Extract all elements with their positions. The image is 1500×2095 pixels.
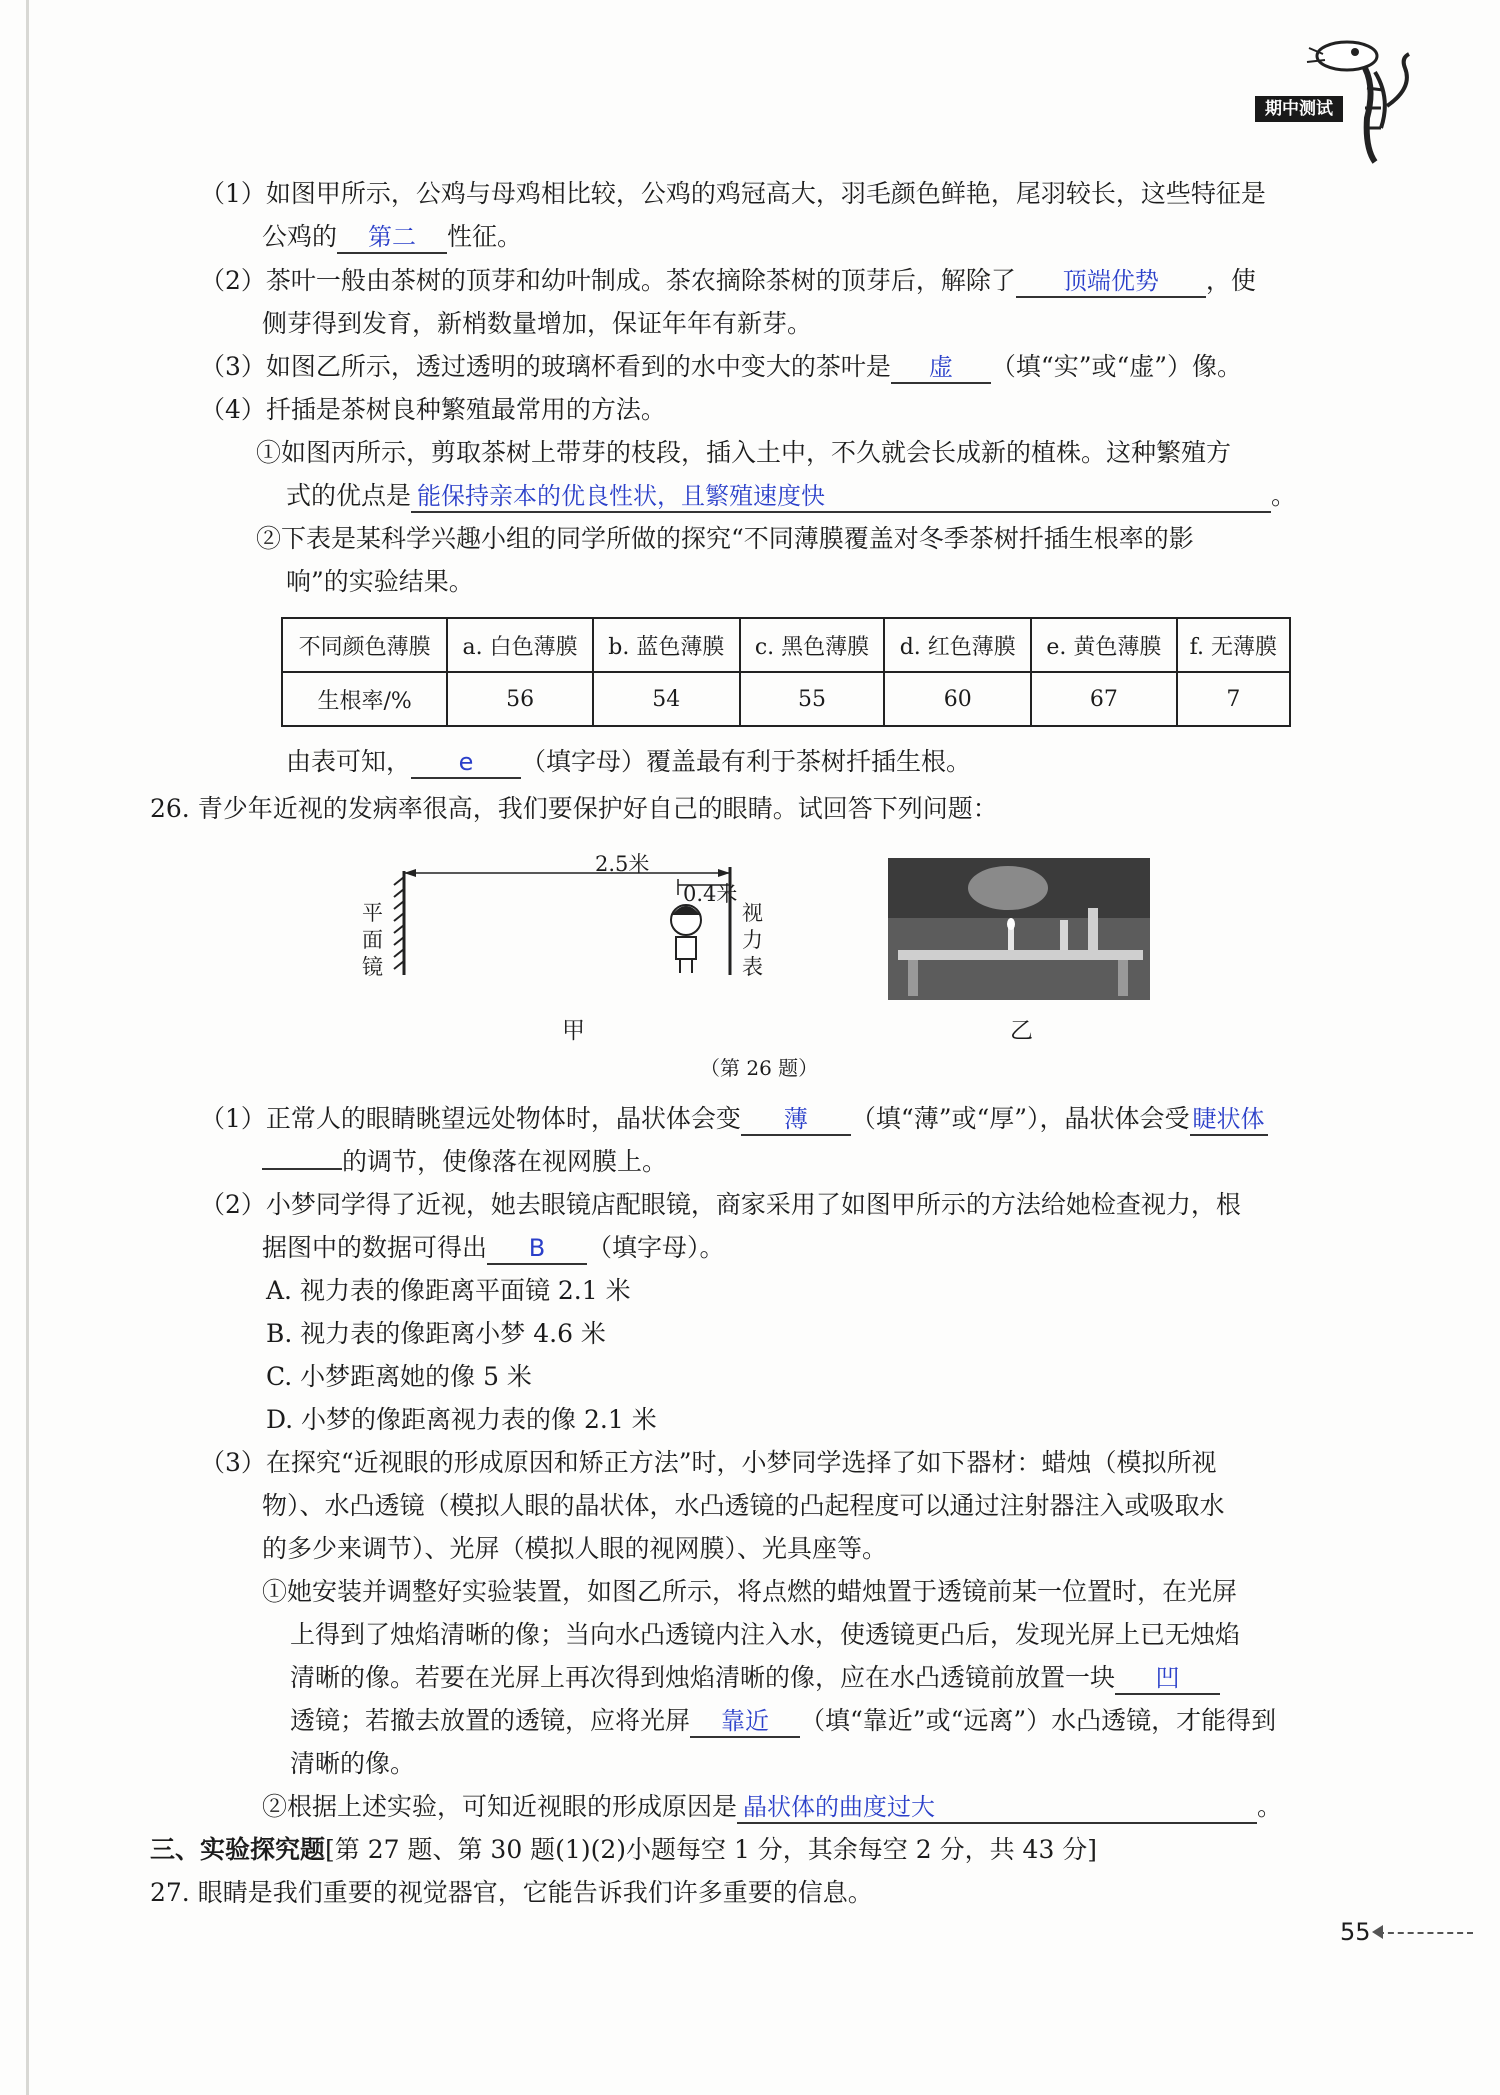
answer-blank[interactable]: 薄 (741, 1104, 851, 1136)
text: 式的优点是 (286, 481, 412, 510)
page-number: 55 (1340, 1918, 1371, 1946)
option-c: C. 小梦距离她的像 5 米 (266, 1362, 532, 1391)
answer-blank[interactable]: 睫状体 (1190, 1104, 1268, 1136)
text: 透镜；若撤去放置的透镜，应将光屏 (290, 1706, 691, 1735)
q25-p4-s2-line2: 响”的实验结果。 (286, 567, 474, 596)
q25-p4-intro: （4）扦插是茶树良种繁殖最常用的方法。 (200, 395, 666, 424)
figure-yi-photo (888, 858, 1150, 1000)
q26-p1-line1 (200, 1102, 1268, 1136)
q25-p4-s1-line2 (286, 479, 1296, 513)
q25-p1-line1: （1）如图甲所示，公鸡与母鸡相比较，公鸡的鸡冠高大，羽毛颜色鲜艳，尾羽较长，这些特征是 (200, 179, 1266, 208)
answer-blank[interactable]: 能保持亲本的优良性状，且繁殖速度快 (411, 481, 1271, 513)
answer-blank-continued (262, 1168, 342, 1170)
table-cell: 55 (740, 672, 885, 726)
q26-p3-line3: 的多少来调节）、光屏（模拟人眼的视网膜）、光具座等。 (262, 1534, 888, 1563)
q26-p3-line1: （3）在探究“近视眼的形成原因和矫正方法”时，小梦同学选择了如下器材：蜡烛（模拟所视 (200, 1448, 1217, 1477)
q26-p3-line2: 物）、水凸透镜（模拟人眼的晶状体，水凸透镜的凸起程度可以通过注射器注入或吸取水 (262, 1491, 1225, 1520)
q25-p1-line2 (262, 220, 522, 254)
q26-p3-s2 (262, 1790, 1282, 1824)
q26-p2-line2 (262, 1231, 725, 1265)
q25-p2-line2: 侧芽得到发育，新梢数量增加，保证年年有新芽。 (262, 309, 813, 338)
rooting-rate-table (281, 617, 1291, 727)
answer-blank[interactable]: 顶端优势 (1016, 266, 1206, 298)
text: （填“靠近”或“远离”）水凸透镜，才能得到 (800, 1706, 1277, 1735)
q25-p4-s2-line1: ②下表是某科学兴趣小组的同学所做的探究“不同薄膜覆盖对冬季茶树扦插生根率的影 (256, 524, 1194, 553)
q26-p1-line2 (262, 1145, 667, 1179)
q25-conclusion (286, 745, 971, 779)
text: 。 (1271, 481, 1297, 510)
q26-p2-line1: （2）小梦同学得了近视，她去眼镜店配眼镜，商家采用了如图甲所示的方法给她检查视力，根 (200, 1190, 1241, 1219)
q26-p3-s1-line4 (290, 1704, 1276, 1738)
q26-p3-s1-line1: ①她安装并调整好实验装置，如图乙所示，将点燃的蜡烛置于透镜前某一位置时，在光屏 (262, 1577, 1238, 1606)
table-cell: 54 (593, 672, 740, 726)
section-title: 三、实验探究题 (150, 1835, 326, 1864)
q25-p2-line1 (200, 264, 1256, 298)
text: 清晰的像。若要在光屏上再次得到烛焰清晰的像，应在水凸透镜前放置一块 (290, 1663, 1116, 1692)
table-header-cell: d. 红色薄膜 (884, 618, 1031, 672)
q26-p3-s1-line3 (290, 1661, 1220, 1695)
text: （填字母）。 (587, 1233, 725, 1262)
table-header-row (282, 618, 1290, 672)
table-header-cell: b. 蓝色薄膜 (593, 618, 740, 672)
answer-blank[interactable]: 第二 (337, 222, 447, 254)
text: ，使 (1205, 266, 1256, 295)
answer-blank[interactable]: 靠近 (690, 1706, 800, 1738)
answer-blank[interactable]: B (487, 1233, 587, 1265)
text: （2）茶叶一般由茶树的顶芽和幼叶制成。茶农摘除茶树的顶芽后，解除了 (200, 266, 1016, 295)
text: （填字母）覆盖最有利于茶树扦插生根。 (521, 747, 972, 776)
text: （3）如图乙所示，透过透明的玻璃杯看到的水中变大的茶叶是 (200, 352, 891, 381)
q27-title: 27. 眼睛是我们重要的视觉器官，它能告诉我们许多重要的信息。 (150, 1878, 873, 1907)
distance-total-label: 2.5米 (595, 852, 650, 876)
section-badge: 期中测试 (1255, 96, 1343, 122)
binding-edge (26, 0, 29, 2095)
answer-blank[interactable]: 晶状体的曲度过大 (737, 1792, 1257, 1824)
option-d: D. 小梦的像距离视力表的像 2.1 米 (266, 1405, 657, 1434)
option-b: B. 视力表的像距离小梦 4.6 米 (266, 1319, 606, 1348)
answer-blank[interactable]: e (411, 747, 521, 779)
text: （填“实”或“虚”）像。 (990, 352, 1243, 381)
table-header-cell: 不同颜色薄膜 (282, 618, 447, 672)
text: 性征。 (447, 222, 523, 251)
table-row (282, 672, 1290, 726)
text: 据图中的数据可得出 (262, 1233, 488, 1262)
text: 的调节，使像落在视网膜上。 (342, 1147, 668, 1176)
q26-title: 26. 青少年近视的发病率很高，我们要保护好自己的眼睛。试回答下列问题： (150, 794, 998, 823)
q26-p3-s1-line2: 上得到了烛焰清晰的像；当向水凸透镜内注入水，使透镜更凸后，发现光屏上已无烛焰 (290, 1620, 1241, 1649)
eye-chart-label: 视力表 (742, 901, 763, 979)
q26-p3-s1-line5: 清晰的像。 (290, 1749, 416, 1778)
q25-p3 (200, 350, 1242, 384)
text: 。 (1257, 1792, 1283, 1821)
figure-yi-label: 乙 (1010, 1018, 1033, 1044)
mirror-label: 平面镜 (362, 901, 383, 979)
section-note: [第 27 题、第 30 题(1)(2)小题每空 1 分，其余每空 2 分，共 43 分] (325, 1835, 1098, 1864)
answer-blank[interactable]: 凹 (1115, 1663, 1220, 1695)
text: 公鸡的 (262, 222, 338, 251)
text: （1）正常人的眼睛眺望远处物体时，晶状体会变 (200, 1104, 741, 1133)
section-3-header (150, 1833, 1097, 1867)
distance-small-label: 0.4米 (683, 882, 738, 906)
figure-jia-label: 甲 (562, 1018, 585, 1044)
figure-caption: （第 26 题） (700, 1056, 819, 1080)
answer-blank[interactable]: 虚 (891, 352, 991, 384)
table-header-cell: f. 无薄膜 (1177, 618, 1290, 672)
text: ②根据上述实验，可知近视眼的形成原因是 (262, 1792, 738, 1821)
table-header-cell: a. 白色薄膜 (447, 618, 593, 672)
figure-jia-diagram (360, 845, 780, 980)
text: （填“薄”或“厚”），晶状体会受 (850, 1104, 1190, 1133)
table-cell: 7 (1177, 672, 1290, 726)
table-cell: 60 (884, 672, 1031, 726)
option-a: A. 视力表的像距离平面镜 2.1 米 (266, 1276, 631, 1305)
table-row-label: 生根率/% (282, 672, 447, 726)
text: 由表可知， (286, 747, 412, 776)
table-cell: 67 (1031, 672, 1177, 726)
q25-p4-s1-line1: ①如图丙所示，剪取茶树上带芽的枝段，插入土中，不久就会长成新的植株。这种繁殖方 (256, 438, 1232, 467)
table-header-cell: e. 黄色薄膜 (1031, 618, 1177, 672)
page-dash-line (1378, 1932, 1473, 1934)
table-header-cell: c. 黑色薄膜 (740, 618, 885, 672)
table-cell: 56 (447, 672, 593, 726)
